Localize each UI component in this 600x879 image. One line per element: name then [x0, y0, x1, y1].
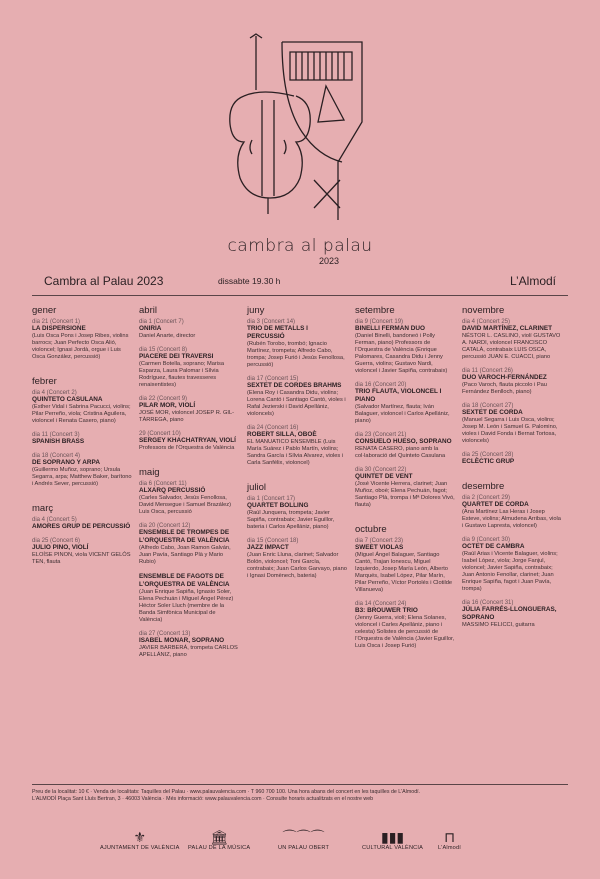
concert-title: JAZZ IMPACT: [247, 544, 289, 551]
concert-entry: [462, 319, 562, 361]
sponsor-logos: [100, 815, 580, 855]
concert-title: TRIO DE METALLS I PERCUSSIÓ: [247, 325, 308, 340]
concert-entry: [247, 319, 347, 369]
concert-title: DUO VAROCH-FERNÁNDEZ: [462, 374, 547, 381]
sponsor-logo: [188, 815, 250, 851]
brand-year: 2023: [318, 256, 340, 266]
calendar-column: [462, 303, 562, 642]
concert-entry: [32, 453, 132, 488]
concert-title: TRIO FLAUTA, VIOLONCEL I PIANO: [355, 388, 442, 403]
concert-title: CONSUELO HUESO, SOPRANO: [355, 438, 452, 445]
concert-entry: [247, 538, 347, 580]
month-heading: juny: [247, 305, 265, 316]
concert-title: QUINTET DE VENT: [355, 473, 413, 480]
concert-entry: [32, 319, 132, 361]
concert-date: dia 22 (Concert 9): [139, 396, 188, 402]
concert-entry: [247, 376, 347, 418]
venue-info: L’ALMODÍ Plaça Sant Lluís Bertran, 3 · 46003 València · Més informació: www.palauvalencia.com · Consulte horaris actualitzats en el nostre web: [32, 796, 374, 802]
concert-title: SERGEY KHACHATRYAN, VIOLÍ: [139, 437, 236, 444]
calendar-column: [247, 303, 347, 593]
month-heading: desembre: [462, 481, 505, 492]
concert-entry: [247, 425, 347, 467]
concert-date: dia 17 (Concert 15): [247, 376, 299, 382]
concert-title: ONIRIA: [139, 325, 162, 332]
concert-performers: (Luis Osca Pons i Josep Ribes, violins barrocs; Juan Perfecto Osca Alió, violoncel; Ignasi Jordà, orgue i Luis Osca González, percussió): [32, 333, 129, 360]
concert-date: dia 7 (Concert 23): [355, 538, 404, 544]
month-heading: febrer: [32, 376, 57, 387]
concert-calendar: [32, 303, 568, 773]
concert-entry: [32, 517, 132, 531]
concert-performers: (Rubén Torobo, trombó; Ignacio Martínez, trompeta; Alfredo Cabo, trompa; Josep Furió i Jesús Fenollosa, percussió): [247, 341, 345, 368]
concert-title: JÚLIA FARRÉS-LLONGUERAS, SOPRANO: [462, 606, 557, 621]
concert-performers: (Alfredo Cabo, Joan Ramon Galván, Juan Pavía, Santiago Plà y Mario Rubio): [139, 545, 231, 565]
concert-performers: ELOÍSE PINON, viola VICENT GELÓS TEN, flauta: [32, 552, 131, 565]
concert-title: ALXARQ PERCUSSIÓ: [139, 487, 206, 494]
concert-performers: JAVIER BARBERÁ, trompeta CARLOS APELLÁNIZ, piano: [139, 645, 238, 658]
concert-entry: [139, 481, 239, 516]
concert-entry: [355, 382, 455, 425]
sponsor-label: CULTURAL VALÈNCIA: [362, 845, 424, 851]
concert-title: DE SOPRANO Y ARPA: [32, 459, 100, 466]
concert-title: SPANISH BRASS: [32, 438, 85, 445]
brand-name: cambra al palau: [227, 236, 373, 256]
concert-date: dia 11 (Concert 26): [462, 368, 513, 374]
concert-date: dia 4 (Concert 5): [32, 517, 77, 523]
concert-entry: [355, 432, 455, 460]
month-heading: setembre: [355, 305, 395, 316]
concert-entry: [355, 319, 455, 375]
concert-entry: [462, 600, 562, 629]
concert-performers: MASSIMO FELICCI, guitarra: [462, 622, 535, 628]
sponsor-label: PALAU DE LA MÚSICA: [188, 845, 251, 851]
concert-performers: (Raúl Junquera, trompeta; Javier Sapiña, contrabaix; Javier Eguillor, bateria i Carlos Apellániz, piano): [247, 510, 335, 530]
concert-performers: Daniel Anarte, director: [139, 333, 196, 339]
concert-title: SEXTET DE CORDES BRAHMS: [247, 382, 342, 389]
concert-performers: (Paco Varoch, flauta piccolo i Pau Fernández Benlloch, piano): [462, 382, 547, 395]
concert-performers: (Guillermo Muñoz, soprano; Ursula Segarra, arpa; Matthew Baker, barítono i Andrés Sever, percussió): [32, 467, 132, 487]
concert-performers: (Raúl Arias i Vicente Balaguer, violins; Isabel López, viola; Jorge Fanjul, violoncel; Javier Sapiña, contrabaix; Juan Antonio Fenollar, clarinet; Juan Enrique Sapiña, fagot i Juan Pavía, trompa): [462, 551, 558, 592]
concert-title: QUARTET DE CORDA: [462, 501, 529, 508]
sponsor-logo: [362, 815, 423, 851]
concert-title: ENSEMBLE DE TROMPES DE L’ORQUESTRA DE VALÈNCIA: [139, 529, 230, 544]
concert-performers: Professors de l’Orquestra de València: [139, 445, 235, 451]
concert-title: BINELLI FERMAN DUO: [355, 325, 425, 332]
concert-performers: (Miguel Ángel Balaguer, Santiago Cantó, Trajan Ionescu, Miguel Izquierdo, Josep María León, Alberto Marqués, Isabel López, Pilar Marín, Pilar Perreño, Víctor Portolés i Clotilde Villanueva): [355, 552, 453, 593]
concert-title: LA DISPERSIONE: [32, 325, 86, 332]
concert-date: dia 4 (Concert 25): [462, 319, 511, 325]
crest-icon: ⚜: [133, 829, 147, 845]
cello-piano-logo: [222, 30, 382, 220]
concert-title: SEXTET DE CORDA: [462, 409, 523, 416]
header-divider: [32, 295, 568, 296]
calendar-column: [355, 303, 455, 663]
concert-date: dia 1 (Concert 17): [247, 496, 296, 502]
concert-date: dia 18 (Concert 4): [32, 453, 81, 459]
concert-performers: (Elena Roy i Casandra Didu, violins; Lorena Cantó i Santiago Cantó, violes i Rafal Jezierski i David Apellániz, violoncels): [247, 390, 346, 417]
almodi-icon: ⊓: [444, 829, 455, 845]
concert-date: dia 24 (Concert 16): [247, 425, 299, 431]
concert-date: dia 6 (Concert 11): [139, 481, 187, 487]
concert-date: dia 30 (Concert 22): [355, 467, 407, 473]
concert-performers: (José Vicente Herrera, clarinet; Juan Muñoz, oboè; Elena Pechuán, fagot; Santiago Plà, trompa i Mª Dolores Vivó, flauta): [355, 481, 455, 508]
building-icon: 🏛: [210, 829, 229, 845]
concert-date: dia 15 (Concert 8): [139, 347, 188, 353]
concert-entry: [247, 496, 347, 531]
concert-entry: [139, 347, 239, 389]
concert-title: DAVID MARTÍNEZ, CLARINET: [462, 325, 553, 332]
concert-date: dia 25 (Concert 6): [32, 538, 81, 544]
concert-date: dia 2 (Concert 29): [462, 495, 511, 501]
concert-performers: (Juan Enric Lluna, clarinet; Salvador Bolón, violoncel; Toni García, contrabaix; Juan Carlos Garvayo, piano i Ignasi Domènech, bateria): [247, 552, 347, 579]
concert-entry: [462, 537, 562, 593]
concert-date: 29 (Concert 10): [139, 431, 181, 437]
concert-entry: [355, 467, 455, 509]
concert-date: dia 16 (Concert 31): [462, 600, 514, 606]
month-heading: abril: [139, 305, 157, 316]
concert-date: dia 11 (Concert 3): [32, 432, 80, 438]
sponsor-logo: [278, 815, 329, 851]
sponsor-label: L’Almodí: [438, 845, 462, 851]
concert-performers: (Carmen Botella, soprano; Marisa Esparza, Laura Palomar i Sílvia Rodríguez, flautes travesseres renaixentistes): [139, 361, 225, 388]
month-heading: novembre: [462, 305, 505, 316]
sponsor-logo: [100, 815, 180, 851]
concert-date: dia 20 (Concert 12): [139, 523, 191, 529]
concert-entry: [462, 495, 562, 530]
concert-entry: [139, 431, 239, 452]
concert-performers: RENATA CASERO, piano amb la col·laboració del Quinteto Casulana: [355, 446, 446, 459]
concert-date: dia 18 (Concert 27): [462, 403, 514, 409]
concert-title: ENSEMBLE DE FAGOTS DE L’ORQUESTRA DE VALÈNCIA: [139, 573, 230, 588]
concert-title: QUINTETO CASULANA: [32, 396, 103, 403]
season-time: dissabte 19.30 h: [218, 276, 281, 286]
concert-date: dia 4 (Concert 2): [32, 390, 77, 396]
concert-entry: [139, 319, 239, 340]
concert-entry: [462, 452, 562, 466]
month-heading: maig: [139, 467, 160, 478]
concert-performers: (Esther Vidal i Sabrina Pacucci, violins; Pilar Perreño, viola; Cristina Aguilera, violoncel i Renata Casero, piano): [32, 404, 131, 424]
concert-date: dia 1 (Concert 7): [139, 319, 184, 325]
concert-entry: [462, 403, 562, 445]
concert-date: dia 14 (Concert 24): [355, 601, 407, 607]
month-heading: gener: [32, 305, 57, 316]
concert-date: dia 23 (Concert 21): [355, 432, 407, 438]
concert-performers: (Daniel Binelli, bandoneó i Polly Ferman, piano) Professors de l’Orquestra de València (Enrique Palomares, Casandra Didu i Jenny Guerra, violins; Gustavo Nardi, violoncel i Javier Sapiña, contrabaix): [355, 333, 448, 374]
concert-date: dia 27 (Concert 13): [139, 631, 191, 637]
concert-title: ROBERT SILLA, OBOÈ: [247, 431, 317, 438]
sponsor-label: AJUNTAMENT DE VALÈNCIA: [100, 845, 180, 851]
concert-date: dia 16 (Concert 20): [355, 382, 407, 388]
concert-performers: (Carles Salvador, Jesús Fenollosa, David Mensegue i Samuel Brazález) Luis Osca, percussió: [139, 495, 231, 515]
concert-performers: JOSÉ MOR, violoncel JOSEP R. GIL-TÀRREGA, piano: [139, 410, 235, 423]
concert-title: AMORES GRUP DE PERCUSSIÓ: [32, 523, 131, 530]
concert-date: dia 21 (Concert 1): [32, 319, 81, 325]
concert-date: dia 15 (Concert 18): [247, 538, 299, 544]
concert-performers: (Ana Martínez Las Heras i Josep Esteve, violins; Almudena Arribas, viola i Gustavo Lapresta, violoncel): [462, 509, 561, 529]
season-title: Cambra al Palau 2023: [44, 274, 164, 288]
concert-entry: [462, 368, 562, 396]
concert-title: B3: BROUWER TRIO: [355, 607, 418, 614]
concert-date: dia 9 (Concert 19): [355, 319, 404, 325]
season-header: [44, 270, 556, 292]
concert-performers: (Salvador Martínez, flauta; Iván Balaguer, violoncel i Carlos Apellániz, piano): [355, 404, 450, 424]
concert-entry: [32, 390, 132, 425]
concert-performers: EL MANUATICO ENSEMBLE (Luis María Suárez i Pablo Martín, violins; Sandra García i Sílvia Alvarez, violes i Carla Sanfélix, violoncel): [247, 439, 344, 466]
concert-entry: [32, 432, 132, 446]
calendar-column: [32, 303, 132, 579]
concert-title: ECLÈCTIC GRUP: [462, 458, 515, 465]
concert-entry: [139, 573, 239, 624]
concert-entry: [139, 523, 239, 566]
sponsor-logo: [438, 815, 461, 851]
sponsor-label: UN PALAU OBERT: [278, 845, 330, 851]
month-heading: març: [32, 503, 54, 514]
concert-date: dia 25 (Concert 28): [462, 452, 514, 458]
ticket-info: Preu de la localitat: 10 € · Venda de localitats: Taquilles del Palau · www.palauvalencia.com · T 960 700 100. Una hora abans del concert en les taquilles de L’Almodí.: [32, 784, 568, 795]
concert-title: JULIO PINO, VIOLÍ: [32, 544, 89, 551]
concert-title: ISABEL MONAR, SOPRANO: [139, 637, 225, 644]
month-heading: juliol: [247, 482, 267, 493]
arches-icon: ⌒⌒⌒: [282, 829, 325, 845]
concert-entry: [139, 396, 239, 424]
venue-name: L’Almodí: [509, 274, 556, 288]
concert-date: dia 9 (Concert 30): [462, 537, 511, 543]
month-heading: octubre: [355, 524, 387, 535]
concert-performers: NÉSTOR L. CASLINO, violí GUSTAVO A. NARDI, violoncel FRANCISCO CATALÀ, contrabaix LUIS OSCA, percussió JUAN E. CUACCI, piano: [462, 333, 561, 360]
calendar-column: [139, 303, 239, 672]
concert-entry: [355, 538, 455, 594]
concert-title: SWEET VIOLAS: [355, 544, 404, 551]
concert-performers: (Juan Enrique Sapiña, Ignasio Soler, Elena Pechuán i Miguel Ángel Pérez) Héctor Soler Lluch (membre de la Banda Simfònica Municipal de València): [139, 589, 234, 623]
concert-title: PIACERE DEI TRAVERSI: [139, 353, 214, 360]
concert-title: PILAR MOR, VIOLÍ: [139, 402, 196, 409]
concert-performers: (Jenny Guerra, violí; Elena Solanes, violoncel i Carles Apellániz, piano i celesta) Solistes de percussió de l’Orquestra de València (Javier Eguillor, Luis Osca i Josep Furió): [355, 615, 455, 649]
concert-entry: [32, 538, 132, 566]
concert-entry: [139, 631, 239, 659]
concert-date: dia 3 (Concert 14): [247, 319, 296, 325]
concert-entry: [355, 601, 455, 650]
flag-icon: ▮▮▮: [381, 829, 405, 845]
concert-performers: (Manuel Segarra i Luis Osca, violins; Josep M. León i Samuel G. Palomino, violes i David Fonda i Bernat Tortosa, violoncels): [462, 417, 558, 444]
concert-title: OCTET DE CAMBRA: [462, 543, 525, 550]
concert-title: QUARTET BOLLING: [247, 502, 309, 509]
